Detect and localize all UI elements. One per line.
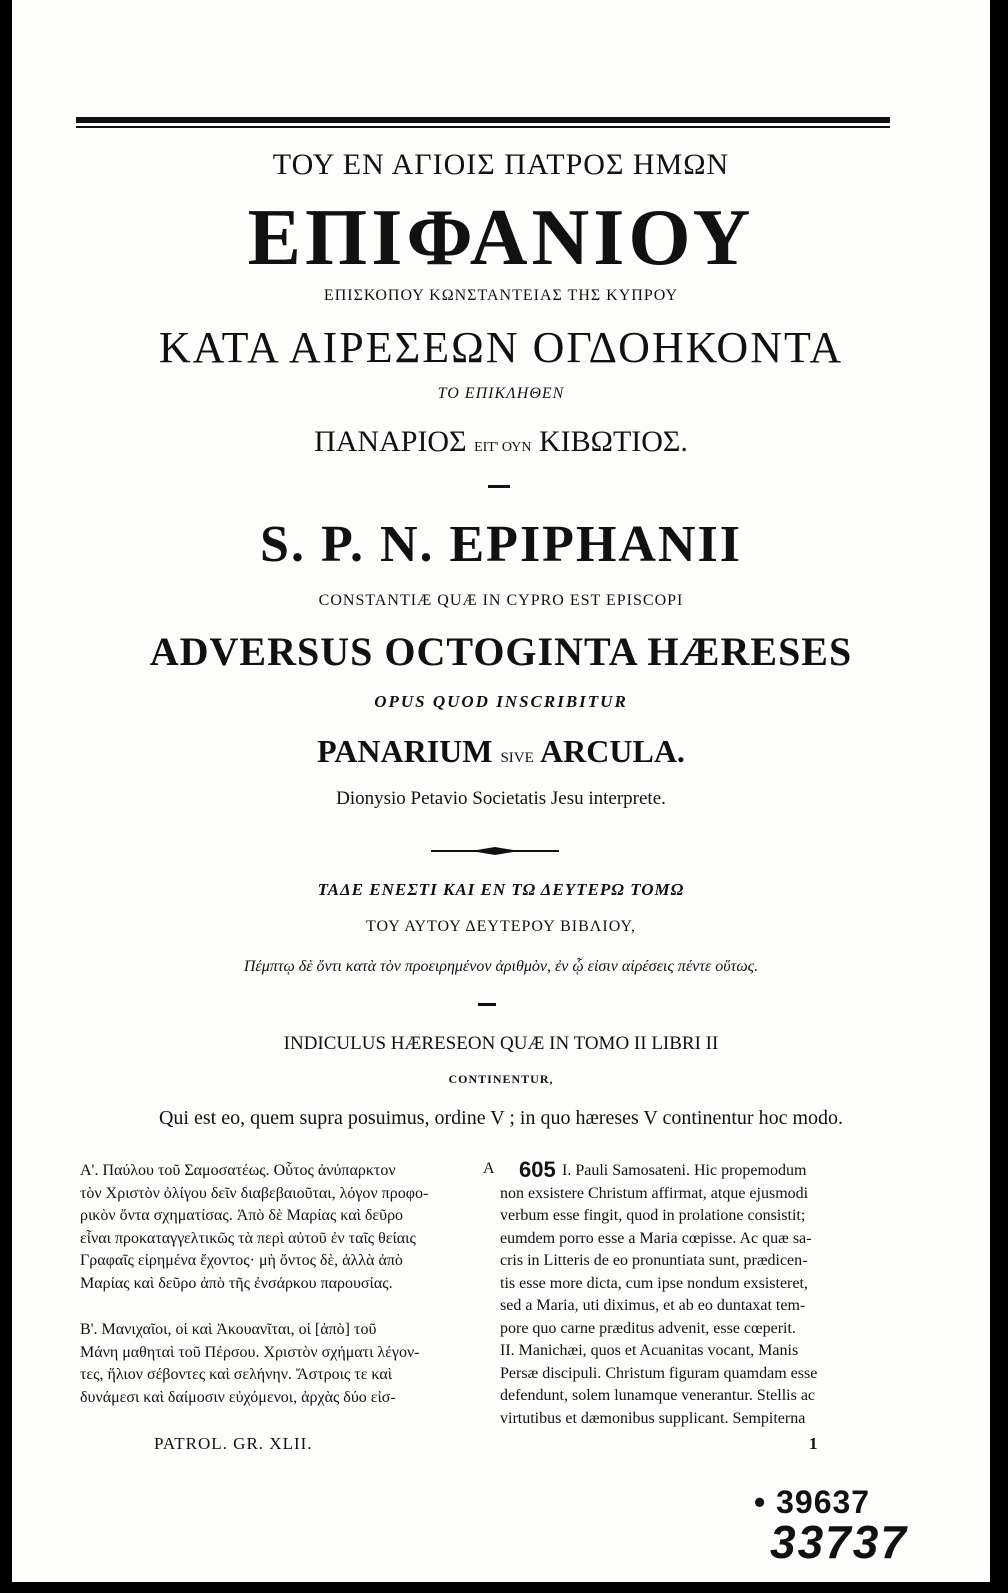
latin-line: non exsistere Christum affirmat, atque ejusmodi <box>500 1184 809 1202</box>
latin-interpreter: Dionysio Petavio Societatis Jesu interprete. <box>336 788 666 809</box>
contents-greek-heading: ΤΑΔΕ ΕΝΕΣΤΙ ΚΑΙ ΕΝ ΤΩ ΔΕΥΤΕΡΩ ΤΟΜΩ <box>317 880 685 899</box>
latin-line: pore quo carne præditus advenit, esse cœperit. <box>500 1319 796 1337</box>
latin-line: Persæ discipuli. Christum figuram quamdam esse <box>500 1364 818 1382</box>
latin-panarium: PANARIUM <box>317 733 493 769</box>
greek-line: Α'. Παύλου τοῦ Σαμοσατέως. Οὗτος ἀνύπαρκτον <box>80 1162 396 1179</box>
footer-collection: PATROL. GR. XLII. <box>154 1434 313 1453</box>
greek-line: Μάνη μαθηταὶ τοῦ Πέρσου. Χριστὸν σχήματι λέγον- <box>80 1343 420 1361</box>
latin-line: cris in Litteris de eo pronuntiata sunt, prædicen- <box>500 1252 808 1269</box>
greek-line: Γραφαῖς εἰρημένα ἔχοντος· μὴ ὄντος δὲ, ἀλλὰ ἀπὸ <box>80 1252 403 1269</box>
latin-line: II. Manichæi, quos et Acuanitas vocant, Manis <box>500 1342 799 1359</box>
greek-entry-1 <box>80 1160 486 1295</box>
contents-latin-subheading: CONTINENTUR, <box>448 1072 554 1086</box>
latin-line: defendunt, solem lunamque venerantur. Stellis ac <box>500 1387 816 1404</box>
title-panarios: ΠΑΝΑΡΙΟΣ <box>314 425 467 458</box>
contents-greek-subheading: ΤΟΥ ΑΥΤΟΥ ΔΕΥΤΕΡΟΥ ΒΙΒΛΙΟΥ, <box>366 918 636 935</box>
title-eit-oun: ΕΙΤ' ΟΥΝ <box>474 440 532 455</box>
latin-column <box>500 1160 892 1430</box>
latin-line: sed a Maria, uti diximus, et ab eo duntaxat tem- <box>500 1297 806 1314</box>
greek-line: δυνάμεσι καὶ δαίμοσιν εὐχόμενοι, ἀρχὰς δύο εἰσ- <box>80 1388 396 1406</box>
contents-greek-intro: Πέμπτῳ δὲ ὄντι κατὰ τὸν προειρημένον ἀριθμὸν, ἐν ᾧ εἰσιν αἱρέσεις πέντε οὕτως. <box>243 958 759 975</box>
latin-line: tis esse more dicta, cum ipse nondum exsisteret, <box>500 1274 808 1292</box>
latin-line: I. Pauli Samosateni. Hic propemodum <box>562 1162 807 1179</box>
latin-arcula: ARCULA. <box>540 733 685 769</box>
latin-title-line-3: ADVERSUS OCTOGINTA HÆRESES <box>149 629 853 674</box>
title-kibotios: ΚΙΒΩΤΙΟΣ. <box>538 425 688 458</box>
title-line-3: ΕΠΙΣΚΟΠΟΥ ΚΩΝΣΤΑΝΤΕΙΑΣ ΤΗΣ ΚΥΠΡΟΥ <box>323 287 679 304</box>
separator-dash-2 <box>478 1003 496 1006</box>
separator-dash-1 <box>488 485 510 488</box>
title-line-6 <box>12 425 990 459</box>
latin-title-line-2: CONSTANTIÆ QUÆ IN CYPRO EST EPISCOPI <box>318 592 684 609</box>
latin-line: virtutibus et dæmonibus supplicant. Sempiterna <box>500 1409 806 1427</box>
contents-latin-heading: INDICULUS HÆRESEON QUÆ IN TOMO II LIBRI II <box>283 1033 719 1054</box>
column-number: 605 <box>519 1157 556 1182</box>
greek-line: τες, ἥλιον σέβοντες καὶ σελήνην. Ἄστροις τε καὶ <box>80 1366 393 1383</box>
latin-entry-1 <box>500 1160 892 1340</box>
book-page <box>12 0 990 1582</box>
greek-line: Β'. Μανιχαῖοι, οἱ καὶ Ἀκουανῖται, οἱ [ἀπὸ] τοῦ <box>80 1321 377 1338</box>
greek-line: τὸν Χριστὸν ὀλίγου δεῖν διαβεβαιοῦται, λόγον προφο- <box>80 1184 429 1202</box>
latin-title-name: S. P. N. EPIPHANII <box>260 516 742 573</box>
greek-column <box>80 1160 486 1409</box>
contents-latin-intro: Qui est eo, quem supra posuimus, ordine V ; in quo hæreses V continentur hoc modo. <box>158 1107 843 1129</box>
ornament-divider-icon <box>431 846 559 856</box>
greek-line: ρικὸν ὄντα σχηματίσας. Ἀπὸ δὲ Μαρίας καὶ δεῦρο <box>80 1207 404 1224</box>
top-rule <box>76 117 890 123</box>
latin-sive: SIVE <box>500 750 534 766</box>
greek-line: Μαρίας καὶ δεῦρο ἀπὸ τῆς ἐνσάρκου παρουσίας. <box>80 1274 393 1292</box>
margin-letter: A <box>483 1160 495 1177</box>
latin-title-line-5 <box>12 733 990 770</box>
footer-signature: 1 <box>809 1434 818 1453</box>
library-stamp-number: 33737 <box>770 1516 908 1568</box>
latin-entry-2 <box>500 1340 892 1430</box>
library-stamp-top: • 39637 <box>754 1484 871 1520</box>
greek-line: εἶναι προκαταγγελτικῶς τὰ περὶ αὐτοῦ ἐν ταῖς θείαις <box>80 1229 416 1247</box>
title-line-5: ΤΟ ΕΠΙΚΛΗΘΕΝ <box>437 385 565 402</box>
latin-line: verbum esse fingit, quod in prolatione consistit; <box>500 1207 806 1224</box>
latin-title-line-4: OPUS QUOD INSCRIBITUR <box>374 692 628 711</box>
top-rule-thin <box>76 126 890 128</box>
latin-line: eumdem porro esse a Maria cœpisse. Ac quæ sa- <box>500 1229 812 1247</box>
title-line-4: ΚΑΤΑ ΑΙΡΕΣΕΩΝ ΟΓΔΟΗΚΟΝΤΑ <box>158 323 844 372</box>
greek-entry-2 <box>80 1319 486 1409</box>
title-line-1: ΤΟΥ ΕΝ ΑΓΙΟΙΣ ΠΑΤΡΟΣ ΗΜΩΝ <box>272 148 730 181</box>
title-name-greek: ΕΠΙΦΑΝΙΟΥ <box>247 194 755 282</box>
